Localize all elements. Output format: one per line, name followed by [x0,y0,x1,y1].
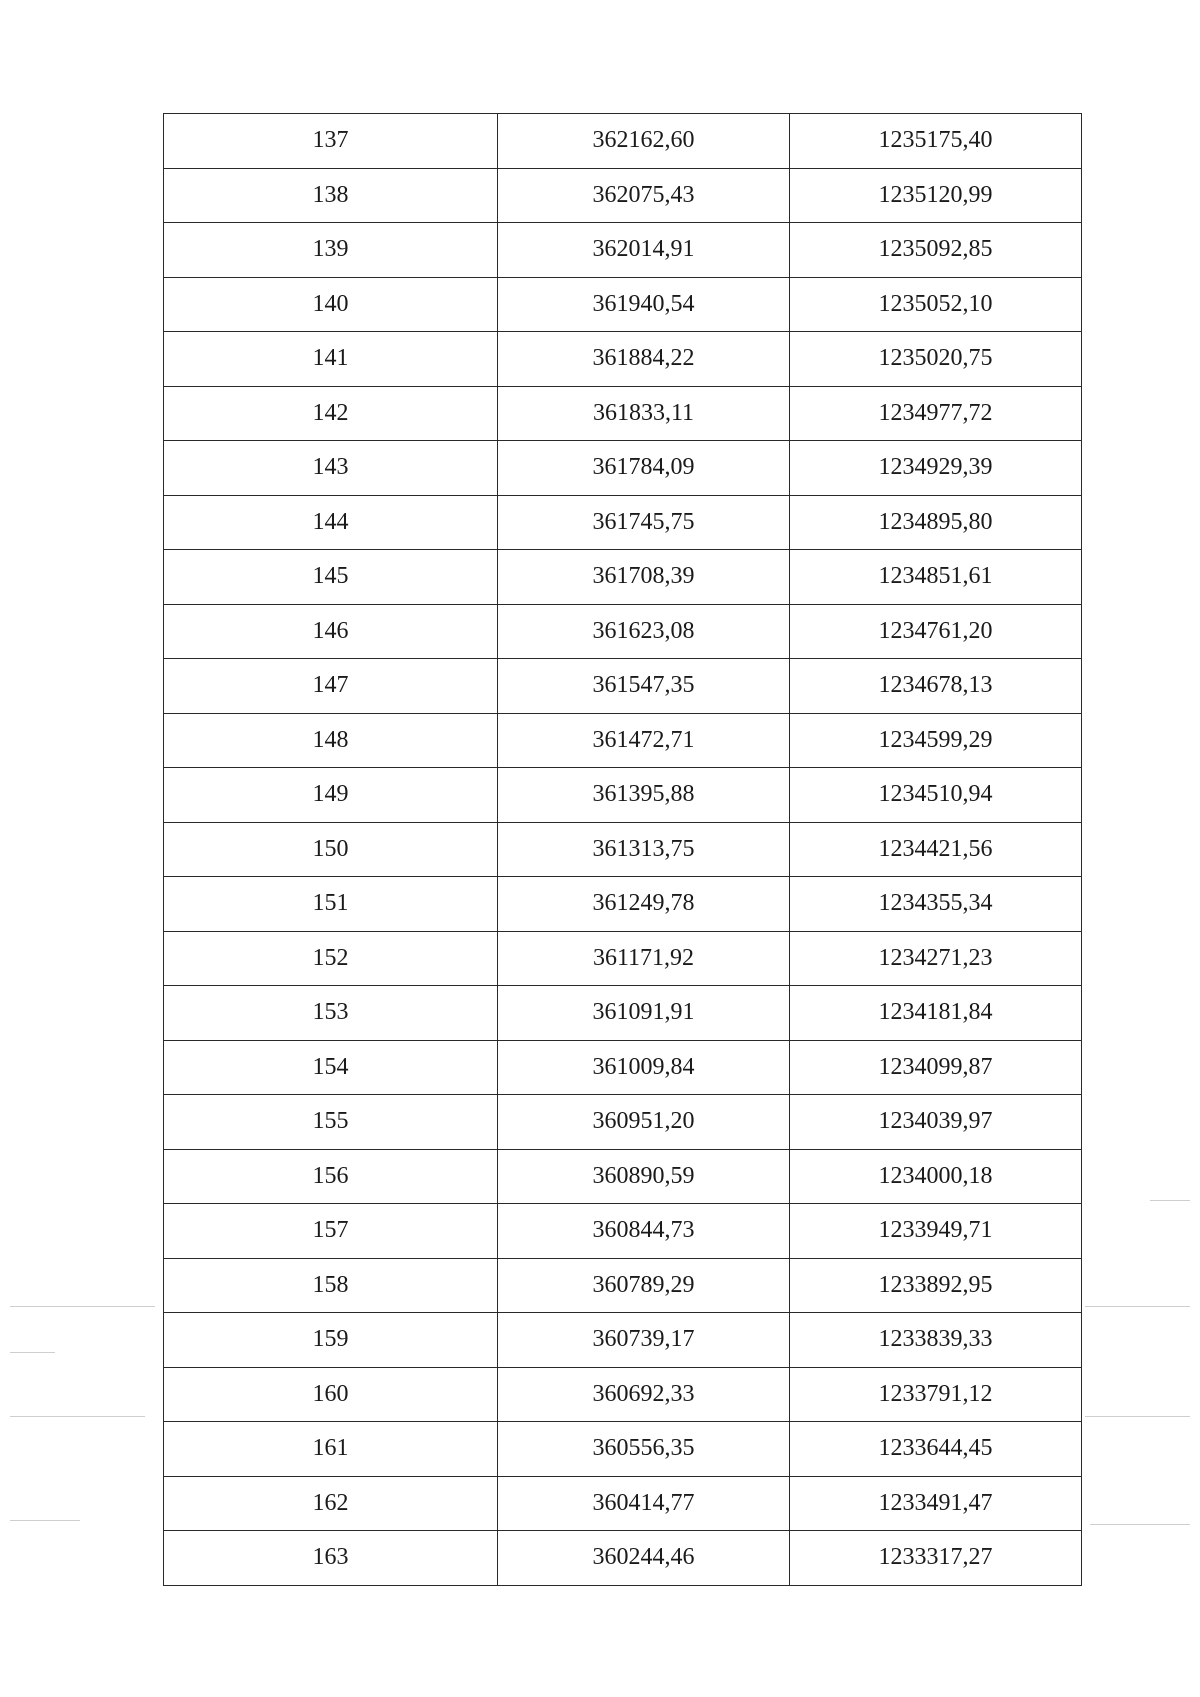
point-number-cell: 163 [164,1531,498,1586]
table-row [164,1258,1082,1313]
point-number-cell: 150 [164,822,498,877]
point-number-cell: 148 [164,713,498,768]
scan-noise-line [1085,1416,1190,1417]
point-number-cell: 153 [164,986,498,1041]
y-coordinate-cell: 1234599,29 [790,713,1082,768]
scan-noise-line [1090,1524,1190,1525]
point-number-cell: 161 [164,1422,498,1477]
x-coordinate-cell: 361472,71 [498,713,790,768]
table-row [164,1367,1082,1422]
x-coordinate-cell: 360739,17 [498,1313,790,1368]
x-coordinate-cell: 360844,73 [498,1204,790,1259]
scan-noise-line [10,1520,80,1521]
point-number-cell: 159 [164,1313,498,1368]
y-coordinate-cell: 1233839,33 [790,1313,1082,1368]
x-coordinate-cell: 361249,78 [498,877,790,932]
coordinates-table [163,113,1082,1586]
y-coordinate-cell: 1234761,20 [790,604,1082,659]
y-coordinate-cell: 1234678,13 [790,659,1082,714]
y-coordinate-cell: 1234000,18 [790,1149,1082,1204]
x-coordinate-cell: 361547,35 [498,659,790,714]
table-row [164,1531,1082,1586]
x-coordinate-cell: 362162,60 [498,114,790,169]
table-row [164,332,1082,387]
x-coordinate-cell: 361395,88 [498,768,790,823]
x-coordinate-cell: 361009,84 [498,1040,790,1095]
table-row [164,223,1082,278]
point-number-cell: 145 [164,550,498,605]
y-coordinate-cell: 1233317,27 [790,1531,1082,1586]
point-number-cell: 147 [164,659,498,714]
scan-noise-line [1085,1306,1190,1307]
y-coordinate-cell: 1234355,34 [790,877,1082,932]
table-row [164,1476,1082,1531]
y-coordinate-cell: 1235175,40 [790,114,1082,169]
x-coordinate-cell: 361313,75 [498,822,790,877]
table-row [164,768,1082,823]
point-number-cell: 151 [164,877,498,932]
x-coordinate-cell: 361708,39 [498,550,790,605]
y-coordinate-cell: 1234039,97 [790,1095,1082,1150]
x-coordinate-cell: 360890,59 [498,1149,790,1204]
table-row [164,1149,1082,1204]
y-coordinate-cell: 1234929,39 [790,441,1082,496]
y-coordinate-cell: 1234181,84 [790,986,1082,1041]
table-row [164,604,1082,659]
table-row [164,550,1082,605]
point-number-cell: 158 [164,1258,498,1313]
table-row [164,1422,1082,1477]
point-number-cell: 139 [164,223,498,278]
point-number-cell: 157 [164,1204,498,1259]
point-number-cell: 140 [164,277,498,332]
table-row [164,441,1082,496]
coordinates-table-body [164,114,1082,1586]
y-coordinate-cell: 1234895,80 [790,495,1082,550]
y-coordinate-cell: 1235120,99 [790,168,1082,223]
table-row [164,1040,1082,1095]
x-coordinate-cell: 360951,20 [498,1095,790,1150]
table-row [164,822,1082,877]
scan-noise-line [10,1416,145,1417]
point-number-cell: 152 [164,931,498,986]
point-number-cell: 155 [164,1095,498,1150]
x-coordinate-cell: 361884,22 [498,332,790,387]
scan-noise-line [10,1352,55,1353]
scan-noise-line [1150,1200,1190,1201]
y-coordinate-cell: 1233791,12 [790,1367,1082,1422]
x-coordinate-cell: 361091,91 [498,986,790,1041]
y-coordinate-cell: 1234851,61 [790,550,1082,605]
x-coordinate-cell: 360692,33 [498,1367,790,1422]
x-coordinate-cell: 360556,35 [498,1422,790,1477]
y-coordinate-cell: 1233644,45 [790,1422,1082,1477]
point-number-cell: 141 [164,332,498,387]
point-number-cell: 143 [164,441,498,496]
point-number-cell: 162 [164,1476,498,1531]
y-coordinate-cell: 1234977,72 [790,386,1082,441]
x-coordinate-cell: 361784,09 [498,441,790,496]
table-row [164,495,1082,550]
y-coordinate-cell: 1234421,56 [790,822,1082,877]
y-coordinate-cell: 1234099,87 [790,1040,1082,1095]
y-coordinate-cell: 1233491,47 [790,1476,1082,1531]
point-number-cell: 154 [164,1040,498,1095]
y-coordinate-cell: 1235092,85 [790,223,1082,278]
x-coordinate-cell: 361833,11 [498,386,790,441]
point-number-cell: 138 [164,168,498,223]
scan-noise-line [10,1306,155,1307]
table-row [164,386,1082,441]
table-row [164,1313,1082,1368]
y-coordinate-cell: 1233949,71 [790,1204,1082,1259]
point-number-cell: 142 [164,386,498,441]
point-number-cell: 146 [164,604,498,659]
table-row [164,1204,1082,1259]
x-coordinate-cell: 360244,46 [498,1531,790,1586]
y-coordinate-cell: 1235020,75 [790,332,1082,387]
point-number-cell: 144 [164,495,498,550]
table-row [164,931,1082,986]
point-number-cell: 156 [164,1149,498,1204]
y-coordinate-cell: 1235052,10 [790,277,1082,332]
x-coordinate-cell: 362075,43 [498,168,790,223]
point-number-cell: 137 [164,114,498,169]
x-coordinate-cell: 362014,91 [498,223,790,278]
point-number-cell: 149 [164,768,498,823]
x-coordinate-cell: 360789,29 [498,1258,790,1313]
y-coordinate-cell: 1233892,95 [790,1258,1082,1313]
table-row [164,168,1082,223]
table-row [164,986,1082,1041]
table-row [164,114,1082,169]
point-number-cell: 160 [164,1367,498,1422]
x-coordinate-cell: 361940,54 [498,277,790,332]
table-row [164,713,1082,768]
x-coordinate-cell: 361623,08 [498,604,790,659]
x-coordinate-cell: 361171,92 [498,931,790,986]
table-row [164,659,1082,714]
table-row [164,1095,1082,1150]
y-coordinate-cell: 1234510,94 [790,768,1082,823]
x-coordinate-cell: 361745,75 [498,495,790,550]
table-row [164,877,1082,932]
y-coordinate-cell: 1234271,23 [790,931,1082,986]
x-coordinate-cell: 360414,77 [498,1476,790,1531]
table-row [164,277,1082,332]
